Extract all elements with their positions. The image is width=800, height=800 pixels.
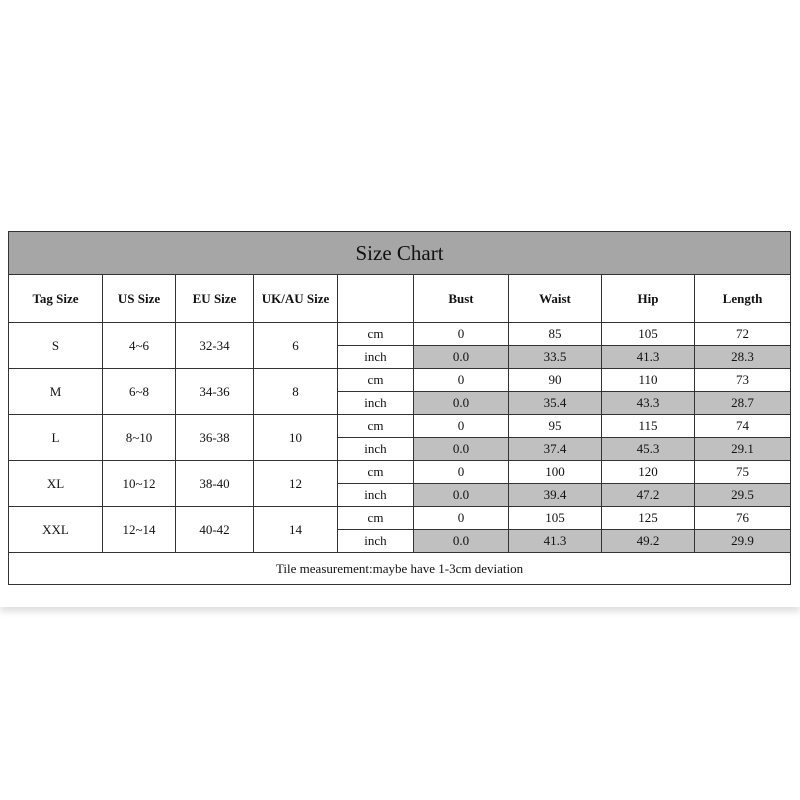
ukau-size-cell: 8 — [254, 369, 338, 415]
ukau-size-cell: 10 — [254, 415, 338, 461]
header-bust: Bust — [414, 275, 509, 323]
waist-cell: 39.4 — [509, 484, 602, 507]
hip-cell: 120 — [602, 461, 695, 484]
hip-cell: 45.3 — [602, 438, 695, 461]
bust-cell: 0.0 — [414, 346, 509, 369]
header-us-size: US Size — [103, 275, 176, 323]
hip-cell: 115 — [602, 415, 695, 438]
waist-cell: 85 — [509, 323, 602, 346]
table-row-cm — [9, 461, 791, 484]
waist-cell: 100 — [509, 461, 602, 484]
length-cell: 28.7 — [695, 392, 791, 415]
unit-cell: inch — [338, 530, 414, 553]
bust-cell: 0.0 — [414, 484, 509, 507]
length-cell: 72 — [695, 323, 791, 346]
ukau-size-cell: 14 — [254, 507, 338, 553]
length-cell: 29.1 — [695, 438, 791, 461]
length-cell: 74 — [695, 415, 791, 438]
us-size-cell: 4~6 — [103, 323, 176, 369]
waist-cell: 41.3 — [509, 530, 602, 553]
unit-cell: inch — [338, 484, 414, 507]
length-cell: 29.9 — [695, 530, 791, 553]
waist-cell: 33.5 — [509, 346, 602, 369]
header-eu-size: EU Size — [176, 275, 254, 323]
table-row-cm — [9, 369, 791, 392]
unit-cell: cm — [338, 369, 414, 392]
unit-cell: inch — [338, 392, 414, 415]
bust-cell: 0 — [414, 323, 509, 346]
tag-size-cell: L — [9, 415, 103, 461]
length-cell: 28.3 — [695, 346, 791, 369]
bust-cell: 0 — [414, 415, 509, 438]
length-cell: 76 — [695, 507, 791, 530]
eu-size-cell: 38-40 — [176, 461, 254, 507]
waist-cell: 105 — [509, 507, 602, 530]
tag-size-cell: XXL — [9, 507, 103, 553]
length-cell: 29.5 — [695, 484, 791, 507]
unit-cell: cm — [338, 323, 414, 346]
header-hip: Hip — [602, 275, 695, 323]
waist-cell: 95 — [509, 415, 602, 438]
tag-size-cell: M — [9, 369, 103, 415]
unit-cell: inch — [338, 346, 414, 369]
header-length: Length — [695, 275, 791, 323]
unit-cell: cm — [338, 507, 414, 530]
tag-size-cell: S — [9, 323, 103, 369]
bust-cell: 0 — [414, 507, 509, 530]
unit-cell: inch — [338, 438, 414, 461]
footer-note: Tile measurement:maybe have 1-3cm deviation — [9, 553, 791, 585]
bust-cell: 0.0 — [414, 438, 509, 461]
hip-cell: 41.3 — [602, 346, 695, 369]
eu-size-cell: 32-34 — [176, 323, 254, 369]
table-row-cm — [9, 323, 791, 346]
us-size-cell: 10~12 — [103, 461, 176, 507]
eu-size-cell: 34-36 — [176, 369, 254, 415]
bust-cell: 0.0 — [414, 392, 509, 415]
eu-size-cell: 40-42 — [176, 507, 254, 553]
hip-cell: 43.3 — [602, 392, 695, 415]
us-size-cell: 6~8 — [103, 369, 176, 415]
eu-size-cell: 36-38 — [176, 415, 254, 461]
table-row-cm — [9, 415, 791, 438]
hip-cell: 47.2 — [602, 484, 695, 507]
hip-cell: 110 — [602, 369, 695, 392]
length-cell: 75 — [695, 461, 791, 484]
waist-cell: 37.4 — [509, 438, 602, 461]
unit-cell: cm — [338, 415, 414, 438]
bust-cell: 0 — [414, 369, 509, 392]
bust-cell: 0 — [414, 461, 509, 484]
us-size-cell: 8~10 — [103, 415, 176, 461]
header-tag-size: Tag Size — [9, 275, 103, 323]
header-waist: Waist — [509, 275, 602, 323]
length-cell: 73 — [695, 369, 791, 392]
hip-cell: 105 — [602, 323, 695, 346]
unit-cell: cm — [338, 461, 414, 484]
table-row-cm — [9, 507, 791, 530]
us-size-cell: 12~14 — [103, 507, 176, 553]
waist-cell: 90 — [509, 369, 602, 392]
header-unit — [338, 275, 414, 323]
table-title: Size Chart — [9, 232, 791, 275]
waist-cell: 35.4 — [509, 392, 602, 415]
tag-size-cell: XL — [9, 461, 103, 507]
hip-cell: 49.2 — [602, 530, 695, 553]
header-row — [9, 275, 791, 323]
hip-cell: 125 — [602, 507, 695, 530]
ukau-size-cell: 6 — [254, 323, 338, 369]
header-ukau-size: UK/AU Size — [254, 275, 338, 323]
bust-cell: 0.0 — [414, 530, 509, 553]
ukau-size-cell: 12 — [254, 461, 338, 507]
size-chart-table — [8, 231, 791, 585]
